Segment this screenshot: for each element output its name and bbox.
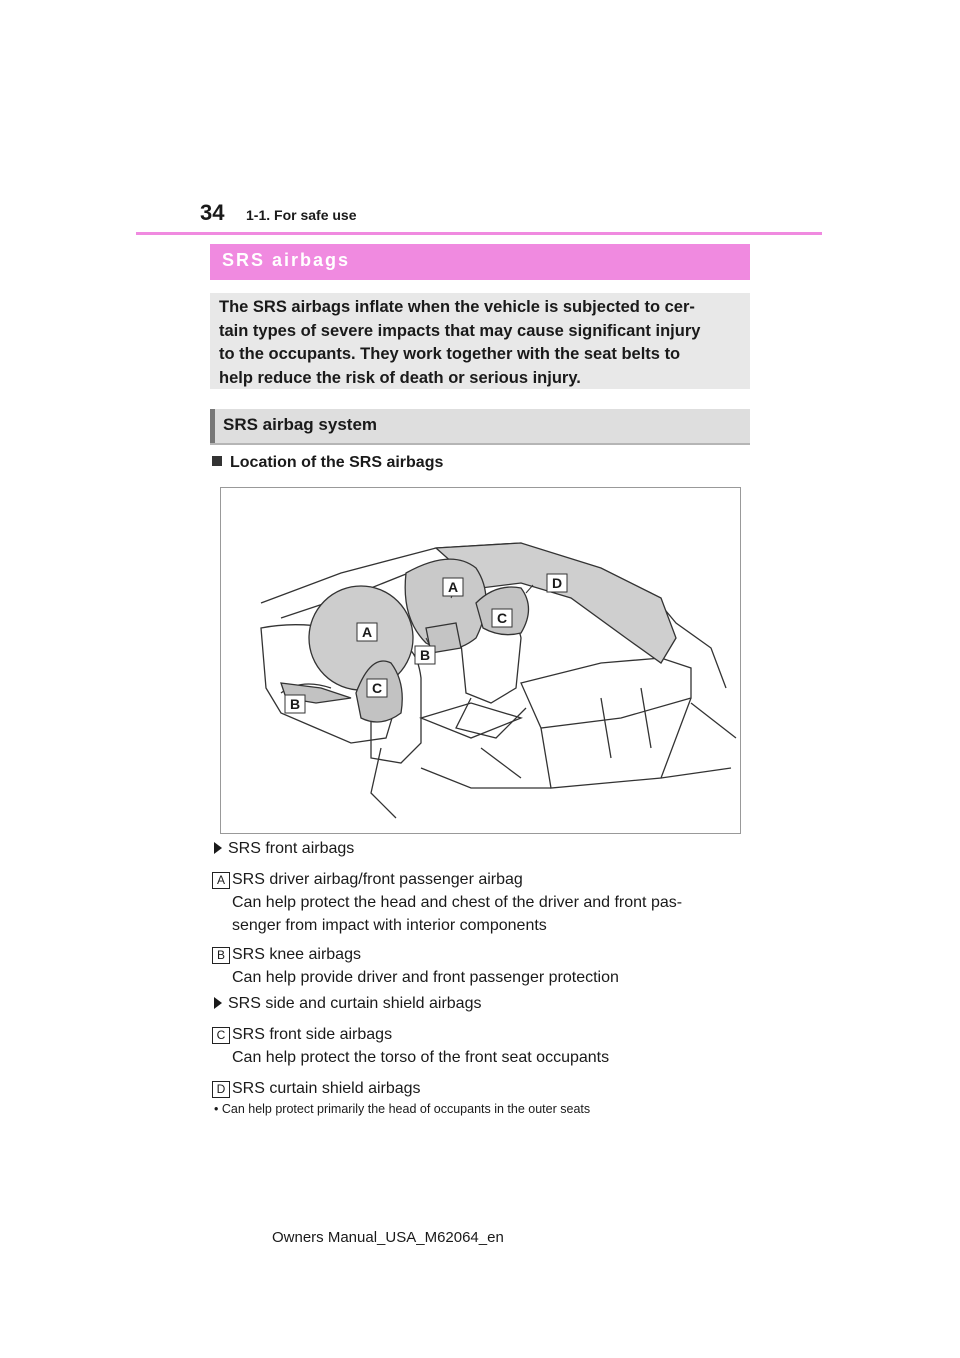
item-title: SRS knee airbags <box>232 946 361 963</box>
figure-label: B <box>419 647 431 663</box>
group-side-curtain-airbags <box>214 995 481 1013</box>
figure-label: C <box>371 680 383 696</box>
location-heading-text: Location of the SRS airbags <box>230 454 444 471</box>
figure-label: C <box>496 610 508 626</box>
figure-label: A <box>447 579 459 595</box>
item-description: senger from impact with interior components <box>232 917 547 934</box>
item-description: Can help provide driver and front passenger protection <box>232 969 619 986</box>
group-label: SRS side and curtain shield airbags <box>228 995 482 1012</box>
letter-badge: C <box>212 1027 230 1044</box>
triangle-bullet-icon <box>214 842 222 854</box>
letter-badge: D <box>212 1081 230 1098</box>
page-title: SRS airbags <box>222 250 351 270</box>
intro-line: help reduce the risk of death or serious injury. <box>219 368 581 387</box>
item-description: Can help protect the torso of the front seat occupants <box>232 1049 610 1066</box>
square-bullet-icon <box>212 456 222 466</box>
intro-line: to the occupants. They work together with the seat belts to <box>219 345 681 363</box>
car-interior-illustration <box>221 488 740 833</box>
item-title: SRS front side airbags <box>232 1026 393 1043</box>
airbag-location-figure <box>220 487 741 834</box>
subheading-bar <box>210 409 750 445</box>
item-description: Can help protect the head and chest of the driver and front pas- <box>232 894 683 911</box>
header-rule <box>136 232 822 235</box>
group-front-airbags <box>214 840 354 858</box>
note-text: • Can help protect primarily the head of occupants in the outer seats <box>214 1102 591 1116</box>
intro-box <box>210 293 750 389</box>
title-bar <box>210 244 750 280</box>
group-label: SRS front airbags <box>228 840 355 857</box>
triangle-bullet-icon <box>214 997 222 1009</box>
intro-text <box>219 296 749 390</box>
footer-text: Owners Manual_USA_M62064_en <box>272 1229 504 1246</box>
subheading: SRS airbag system <box>223 415 378 434</box>
intro-line: The SRS airbags inflate when the vehicle is subjected to cer- <box>219 298 695 316</box>
location-heading <box>212 454 443 472</box>
page-number: 34 <box>200 200 225 225</box>
figure-label: B <box>289 696 301 712</box>
letter-badge: A <box>212 872 230 889</box>
item-title: SRS driver airbag/front passenger airbag <box>232 871 523 888</box>
subheading-accent <box>210 409 215 443</box>
letter-badge: B <box>212 947 230 964</box>
intro-line: tain types of severe impacts that may cause significant injury <box>219 321 701 340</box>
section-title: 1-1. For safe use <box>246 207 357 223</box>
figure-label: D <box>551 575 563 591</box>
item-title: SRS curtain shield airbags <box>232 1080 421 1097</box>
figure-label: A <box>361 624 373 640</box>
